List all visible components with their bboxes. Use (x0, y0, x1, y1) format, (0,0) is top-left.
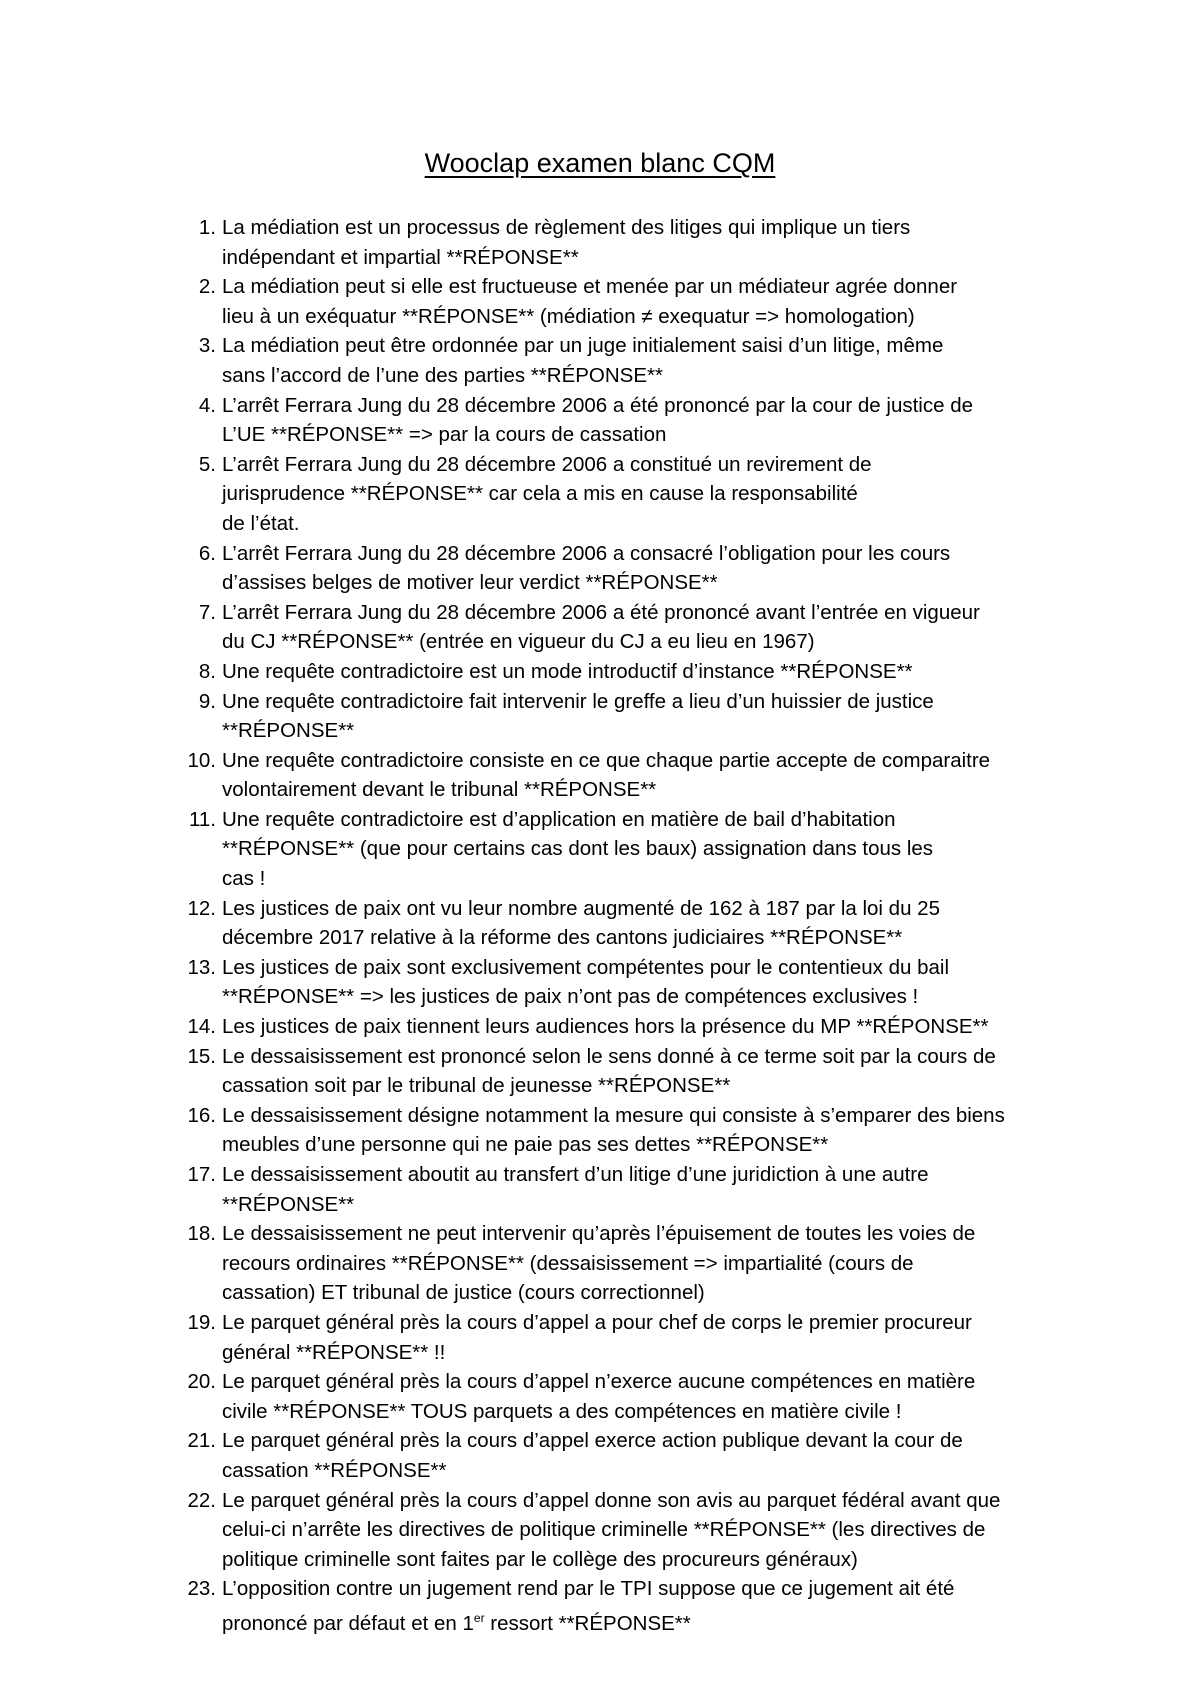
question-text-line: prononcé par défaut et en 1 (222, 1611, 474, 1635)
question-item (180, 1012, 1080, 1042)
question-number: 8. (198, 659, 216, 683)
question-text: Les justices de paix tiennent leurs audiences hors la présence du MP **RÉPONSE** (222, 1015, 989, 1039)
question-item (180, 805, 1080, 894)
question-text: Le dessaisissement est prononcé selon le sens donné à ce terme soit par la cours de cassation soit par le tribunal de jeunesse **RÉPONSE** (222, 1044, 996, 1098)
question-item (180, 1367, 1080, 1426)
question-number: 1. (198, 216, 216, 239)
question-text: L’arrêt Ferrara Jung du 28 décembre 2006 a consacré l’obligation pour les cours d’assises belges de motiver leur verdict **RÉPONSE** (222, 541, 951, 595)
question-number: 22. (187, 1488, 216, 1512)
question-item (180, 1426, 1080, 1485)
question-item (180, 1219, 1080, 1308)
question-number: 14. (187, 1015, 216, 1039)
question-number: 6. (198, 541, 216, 565)
question-number: 3. (198, 334, 216, 358)
question-item (180, 1308, 1080, 1367)
question-text: Les justices de paix ont vu leur nombre augmenté de 162 à 187 par la loi du 25 décembre 2017 relative à la réforme des cantons judiciaires **RÉPONSE** (222, 896, 940, 950)
question-text: L’arrêt Ferrara Jung du 28 décembre 2006 a été prononcé par la cour de justice de L’UE **RÉPONSE** => par la cours de cassation (222, 393, 973, 447)
question-item (180, 1042, 1080, 1101)
question-item (180, 598, 1080, 657)
question-item (180, 391, 1080, 450)
question-number: 20. (187, 1370, 216, 1394)
question-number: 13. (187, 955, 216, 979)
question-item (180, 272, 1080, 331)
question-text-line: L’opposition contre un jugement rend par le TPI suppose que ce jugement ait été (222, 1577, 955, 1601)
question-item (180, 1101, 1080, 1160)
question-text: La médiation est un processus de règlement des litiges qui implique un tiers indépendant et impartial **RÉPONSE** (222, 216, 911, 269)
question-text: Le parquet général près la cours d’appel exerce action publique devant la cour de cassation **RÉPONSE** (222, 1429, 963, 1482)
question-number: 16. (187, 1103, 216, 1127)
question-item (180, 1486, 1080, 1575)
question-text: Le parquet général près la cours d’appel a pour chef de corps le premier procureur général **RÉPONSE** !! (222, 1310, 972, 1364)
question-number: 17. (187, 1163, 216, 1186)
question-number: 10. (187, 748, 216, 772)
question-item (180, 450, 1080, 539)
question-text: L’arrêt Ferrara Jung du 28 décembre 2006 a été prononcé avant l’entrée en vigueur du CJ **RÉPONSE** (entrée en vigueur du CJ a eu lieu en 1967) (222, 600, 980, 654)
question-text: La médiation peut être ordonnée par un juge initialement saisi d’un litige, même sans l’accord de l’une des parties **RÉPONSE** (222, 334, 944, 387)
question-item (180, 1574, 1080, 1638)
question-text: Le parquet général près la cours d’appel n’exerce aucune compétences en matière civile **RÉPONSE** TOUS parquets a des compétences en matière civile ! (222, 1370, 976, 1423)
question-text (222, 1577, 954, 1634)
question-list (180, 213, 1080, 1638)
question-number: 5. (198, 452, 216, 476)
question-number: 4. (198, 393, 216, 417)
question-number: 15. (187, 1044, 216, 1068)
question-item (180, 953, 1080, 1012)
question-item (180, 687, 1080, 746)
question-item (180, 657, 1080, 687)
question-text: La médiation peut si elle est fructueuse et menée par un médiateur agrée donner lieu à un exéquatur **RÉPONSE** (médiation ≠ exequatur => homologation) (222, 275, 958, 328)
question-number: 23. (187, 1577, 216, 1601)
question-item (180, 1160, 1080, 1219)
question-number: 11. (189, 807, 216, 831)
question-text: Le dessaisissement ne peut intervenir qu’après l’épuisement de toutes les voies de recours ordinaires **RÉPONSE** (dessaisissement => impartialité (cours de cassation) ET tribunal de justice (cours correctionnel) (222, 1222, 976, 1305)
question-text: Une requête contradictoire est un mode introductif d’instance **RÉPONSE** (222, 659, 913, 683)
question-item (180, 539, 1080, 598)
page-title: Wooclap examen blanc CQM (424, 148, 776, 178)
question-text: Le parquet général près la cours d’appel donne son avis au parquet fédéral avant que celui-ci n’arrête les directives de politique criminelle **RÉPONSE** (les directives de politique criminelle sont faites par le collège des procureurs généraux) (222, 1488, 1001, 1571)
question-text: Les justices de paix sont exclusivement compétentes pour le contentieux du bail **RÉPONSE** => les justices de paix n’ont pas de compétences exclusives ! (222, 955, 950, 1009)
question-text: Le dessaisissement désigne notamment la mesure qui consiste à s’emparer des biens meubles d’une personne qui ne paie pas ses dettes **RÉPONSE** (222, 1103, 1005, 1157)
question-text: Une requête contradictoire est d’application en matière de bail d’habitation **RÉPONSE** (que pour certains cas dont les baux) assignation dans tous les cas ! (222, 807, 934, 891)
question-number: 7. (198, 600, 216, 624)
ordinal-superscript: er (473, 1610, 485, 1625)
question-number: 18. (187, 1222, 216, 1246)
question-text-line: ressort **RÉPONSE** (484, 1611, 691, 1635)
question-text: L’arrêt Ferrara Jung du 28 décembre 2006 a constitué un revirement de jurisprudence **RÉPONSE** car cela a mis en cause la responsabilité de l’état. (222, 452, 872, 535)
question-number: 21. (187, 1429, 216, 1453)
question-number: 12. (187, 896, 216, 920)
question-number: 2. (198, 275, 216, 299)
question-item (180, 331, 1080, 390)
question-item (180, 213, 1080, 272)
question-item (180, 894, 1080, 953)
question-number: 19. (187, 1310, 216, 1334)
question-text: Le dessaisissement aboutit au transfert d’un litige d’une juridiction à une autre **RÉPONSE** (222, 1163, 929, 1216)
question-text: Une requête contradictoire fait intervenir le greffe a lieu d’un huissier de justice **RÉPONSE** (222, 689, 934, 743)
question-text: Une requête contradictoire consiste en ce que chaque partie accepte de comparaitre volontairement devant le tribunal **RÉPONSE** (222, 748, 991, 802)
question-number: 9. (198, 689, 216, 713)
question-item (180, 746, 1080, 805)
